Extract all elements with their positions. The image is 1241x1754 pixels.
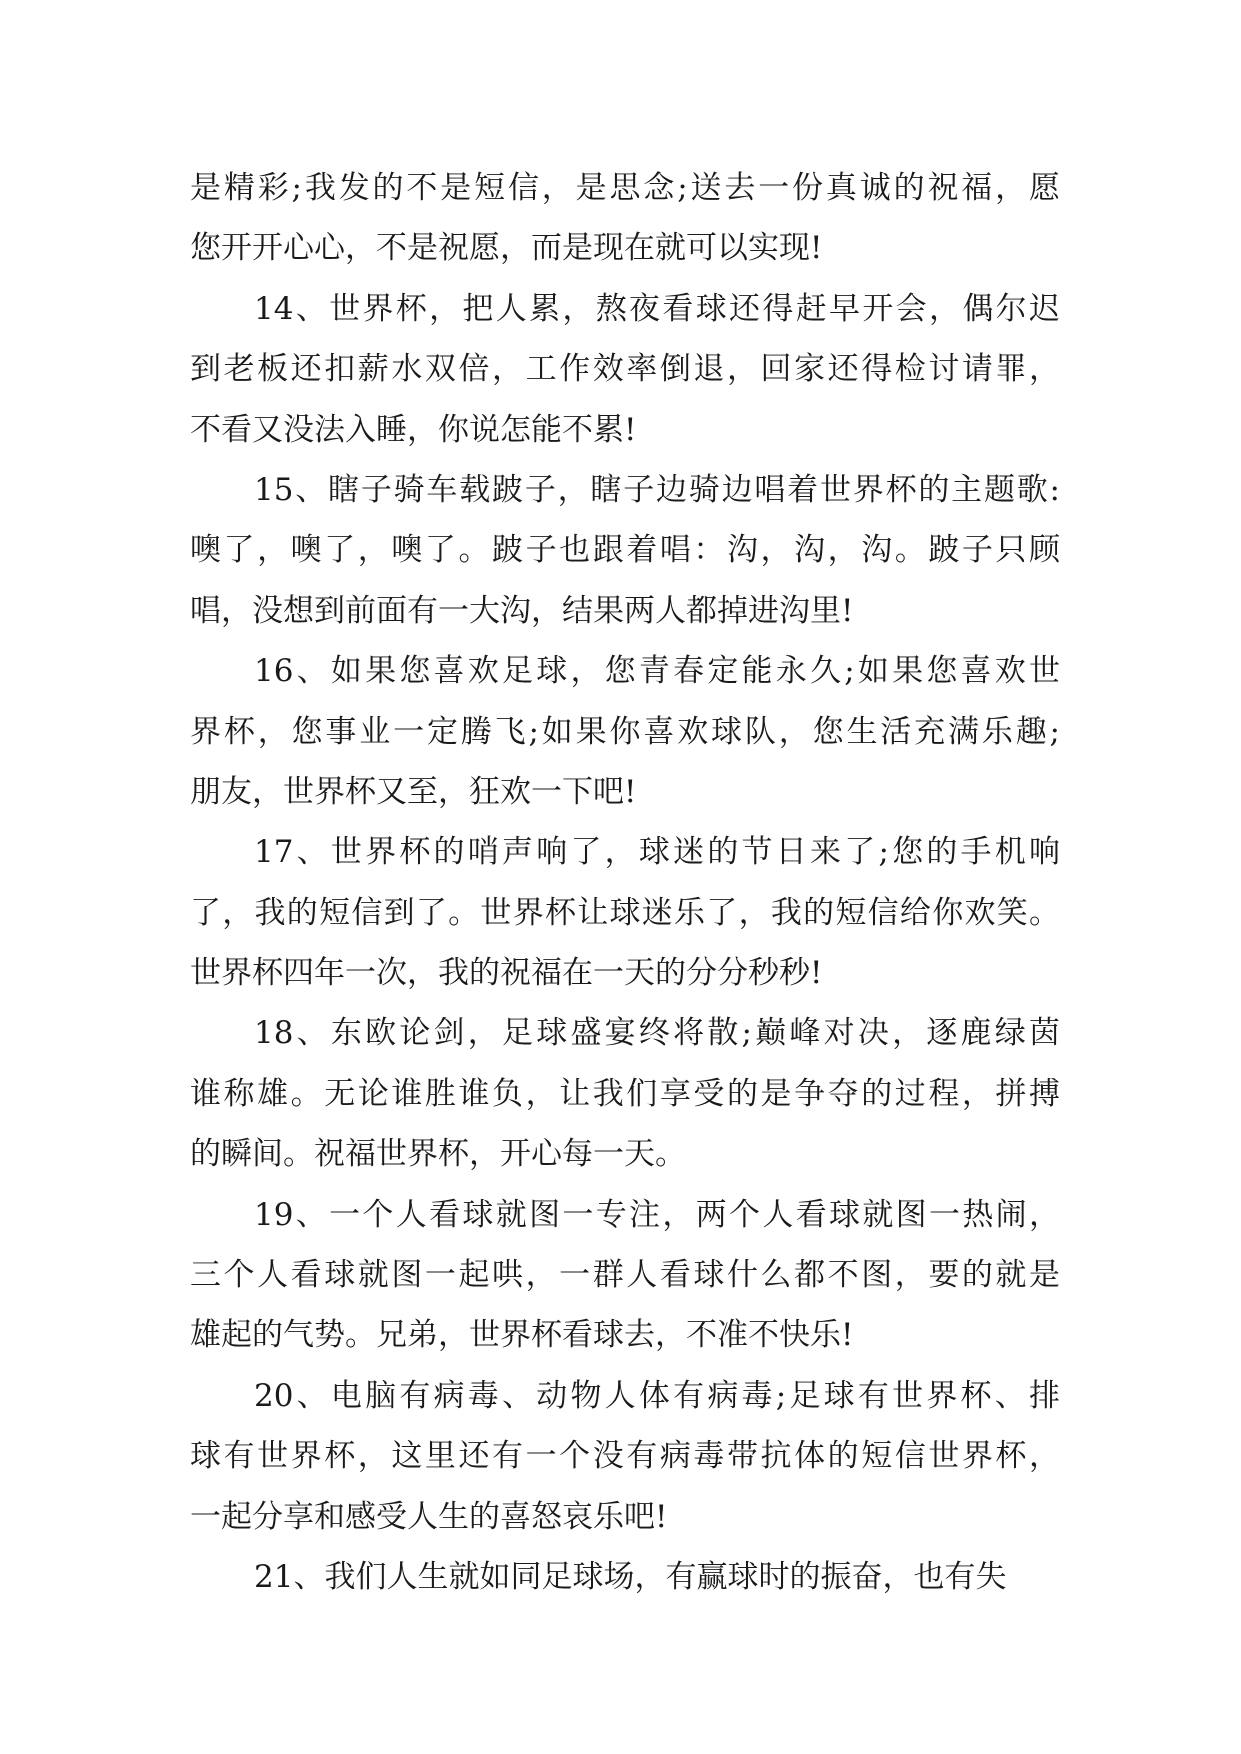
paragraph-3-line-2: 朋友，世界杯又至，狂欢一下吧!	[190, 773, 637, 810]
paragraph-6-line-0: 19、一个人看球就图一专注，两个人看球就图一热闹，	[254, 1196, 1060, 1233]
paragraph-3-line-0: 16、如果您喜欢足球，您青春定能永久;如果您喜欢世	[254, 653, 1060, 690]
paragraph-5-line-0: 18、东欧论剑，足球盛宴终将散;巅峰对决，逐鹿绿茵	[254, 1015, 1060, 1052]
body-text	[190, 158, 1060, 1607]
paragraph-2-line-1: 噢了，噢了，噢了。跛子也跟着唱：沟，沟，沟。跛子只顾	[190, 532, 1060, 569]
paragraph-1-line-0: 14、世界杯，把人累，熬夜看球还得赶早开会，偶尔迟	[254, 290, 1060, 327]
paragraph-1-line-2: 不看又没法入睡，你说怎能不累!	[190, 411, 637, 448]
paragraph-4-line-2: 世界杯四年一次，我的祝福在一天的分分秒秒!	[190, 955, 823, 992]
paragraph-2-line-0: 15、瞎子骑车载跛子，瞎子边骑边唱着世界杯的主题歌:	[254, 471, 1060, 508]
paragraph-3-line-1: 界杯，您事业一定腾飞;如果你喜欢球队，您生活充满乐趣;	[190, 713, 1060, 750]
paragraph-5-line-1: 谁称雄。无论谁胜谁负，让我们享受的是争夺的过程，拼搏	[190, 1075, 1060, 1112]
paragraph-6-line-1: 三个人看球就图一起哄，一群人看球什么都不图，要的就是	[190, 1257, 1060, 1294]
paragraph-0-line-1: 您开开心心，不是祝愿，而是现在就可以实现!	[190, 230, 823, 267]
paragraph-7-line-1: 球有世界杯，这里还有一个没有病毒带抗体的短信世界杯，	[190, 1438, 1060, 1475]
paragraph-7-line-0: 20、电脑有病毒、动物人体有病毒;足球有世界杯、排	[254, 1377, 1060, 1414]
paragraph-2-line-2: 唱，没想到前面有一大沟，结果两人都掉进沟里!	[190, 592, 854, 629]
paragraph-7-line-2: 一起分享和感受人生的喜怒哀乐吧!	[190, 1498, 668, 1535]
paragraph-4-line-0: 17、世界杯的哨声响了，球迷的节日来了;您的手机响	[254, 834, 1060, 871]
paragraph-6-line-2: 雄起的气势。兄弟，世界杯看球去，不准不快乐!	[190, 1317, 854, 1354]
paragraph-4-line-1: 了，我的短信到了。世界杯让球迷乐了，我的短信给你欢笑。	[190, 894, 1060, 931]
paragraph-0-line-0: 是精彩;我发的不是短信，是思念;送去一份真诚的祝福，愿	[190, 170, 1060, 206]
paragraph-5-line-2: 的瞬间。祝福世界杯，开心每一天。	[190, 1136, 686, 1173]
paragraph-8-line-0: 21、我们人生就如同足球场，有赢球时的振奋，也有失	[254, 1558, 1007, 1595]
paragraph-1-line-1: 到老板还扣薪水双倍，工作效率倒退，回家还得检讨请罪，	[190, 351, 1060, 388]
